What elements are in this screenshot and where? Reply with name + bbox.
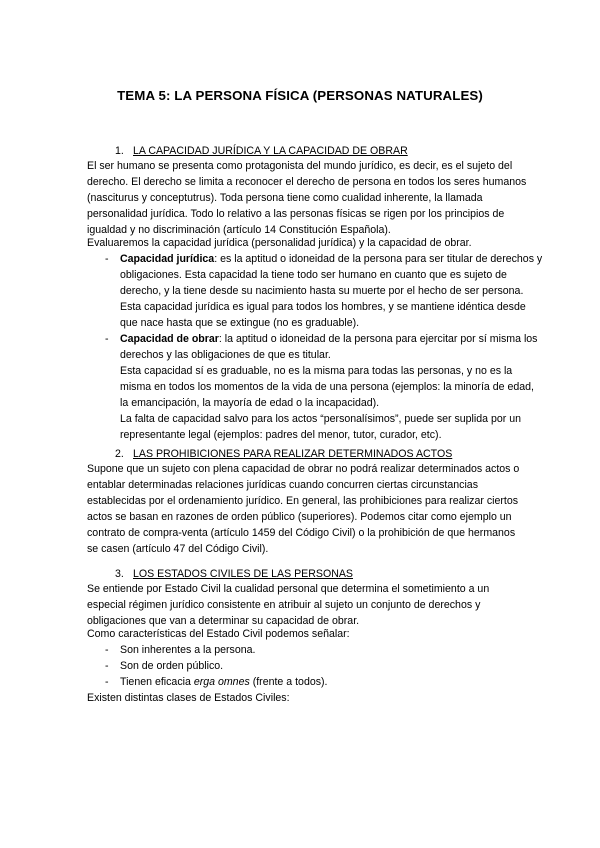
list-item: Son inherentes a la persona. [120,644,256,656]
list-bullet: - [105,333,109,345]
section-title: LAS PROHIBICIONES PARA REALIZAR DETERMINADOS ACTOS [133,448,453,460]
paragraph: Evaluaremos la capacidad jurídica (personalidad jurídica) y la capacidad de obrar. [87,237,472,249]
section-2-heading [115,446,453,462]
list-bullet: - [105,676,109,688]
list-bullet: - [105,660,109,672]
list-item [120,674,545,690]
list-item: Son de orden público. [120,660,224,672]
text-part: (frente a todos). [249,676,328,688]
section-3-heading [115,566,353,582]
paragraph: Se entiende por Estado Civil la cualidad personal que determina el sometimiento a un especial régimen jurídico consistente en atribuir al sujeto un conjunto de derechos y obligaciones que van a determinar su capacidad de obrar. [87,583,490,628]
paragraph: Como características del Estado Civil podemos señalar: [87,628,350,640]
paragraph: El ser humano se presenta como protagonista del mundo jurídico, es decir, es el sujeto del derecho. El derecho se limita a reconocer el derecho de persona en todos los seres humanos (nasciturus y conceptutrus). Toda persona tiene como cualidad inherente, la llamada personalidad jurídica. Todo lo relativo a las personas físicas se rigen por los principios de igualdad y no discriminación (artículo 14 Constitución Española). [87,160,527,237]
list-bullet: - [105,253,109,265]
document-title: TEMA 5: LA PERSONA FÍSICA (PERSONAS NATURALES) [117,88,483,103]
paragraph: Supone que un sujeto con plena capacidad de obrar no podrá realizar determinados actos o entablar determinadas relaciones jurídicas cuando concurren ciertas circunstancias establecidas por el ordenamiento jurídico. En general, las prohibiciones para realizar ciertos actos se basan en razones de orden público (superiores). Podemos citar como ejemplo un contrato de compra-venta (artículo 1459 del Código Civil) o la prohibición de que hermanos se casen (artículo 47 del Código Civil). [87,463,520,556]
definition: : es la aptitud o idoneidad de la persona para ser titular de derechos y obligaciones. Esta capacidad la tiene todo ser humano en cuanto que es sujeto de derecho, y la tiene desde su nacimiento hasta su muerte por el hecho de ser persona. Esta capacidad jurídica es igual para todos los hombres, y se mantiene idéntica desde que nace hasta que se extingue (no es graduable). [120,253,543,330]
term: Capacidad de obrar [120,333,219,345]
section-1-heading [115,143,408,159]
term: Capacidad jurídica [120,253,215,265]
list-item-continuation: La falta de capacidad salvo para los actos “personalísimos”, puede ser suplida por un representante legal (ejemplos: padres del menor, tutor, curador, etc). [120,413,522,442]
section-title: LOS ESTADOS CIVILES DE LAS PERSONAS [133,568,353,580]
section-title: LA CAPACIDAD JURÍDICA Y LA CAPACIDAD DE OBRAR [133,145,408,157]
paragraph: Existen distintas clases de Estados Civiles: [87,692,290,704]
list-item-capacidad-obrar [120,331,545,363]
list-bullet: - [105,644,109,656]
text-part: Tienen eficacia [120,676,194,688]
section-number: 2. [115,448,124,460]
list-item-continuation: Esta capacidad sí es graduable, no es la misma para todas las personas, y no es la misma en todos los momentos de la vida de una persona (ejemplos: la minoría de edad, la emancipación, la mayoría de edad o la incapacidad). [120,365,534,410]
definition: : la aptitud o idoneidad de la persona para ejercitar por sí misma los derechos y las obligaciones de que es titular. [120,333,538,362]
section-number: 1. [115,145,124,157]
list-item-capacidad-juridica [120,251,545,331]
emphasis: erga omnes [193,676,250,688]
section-number: 3. [115,568,124,580]
